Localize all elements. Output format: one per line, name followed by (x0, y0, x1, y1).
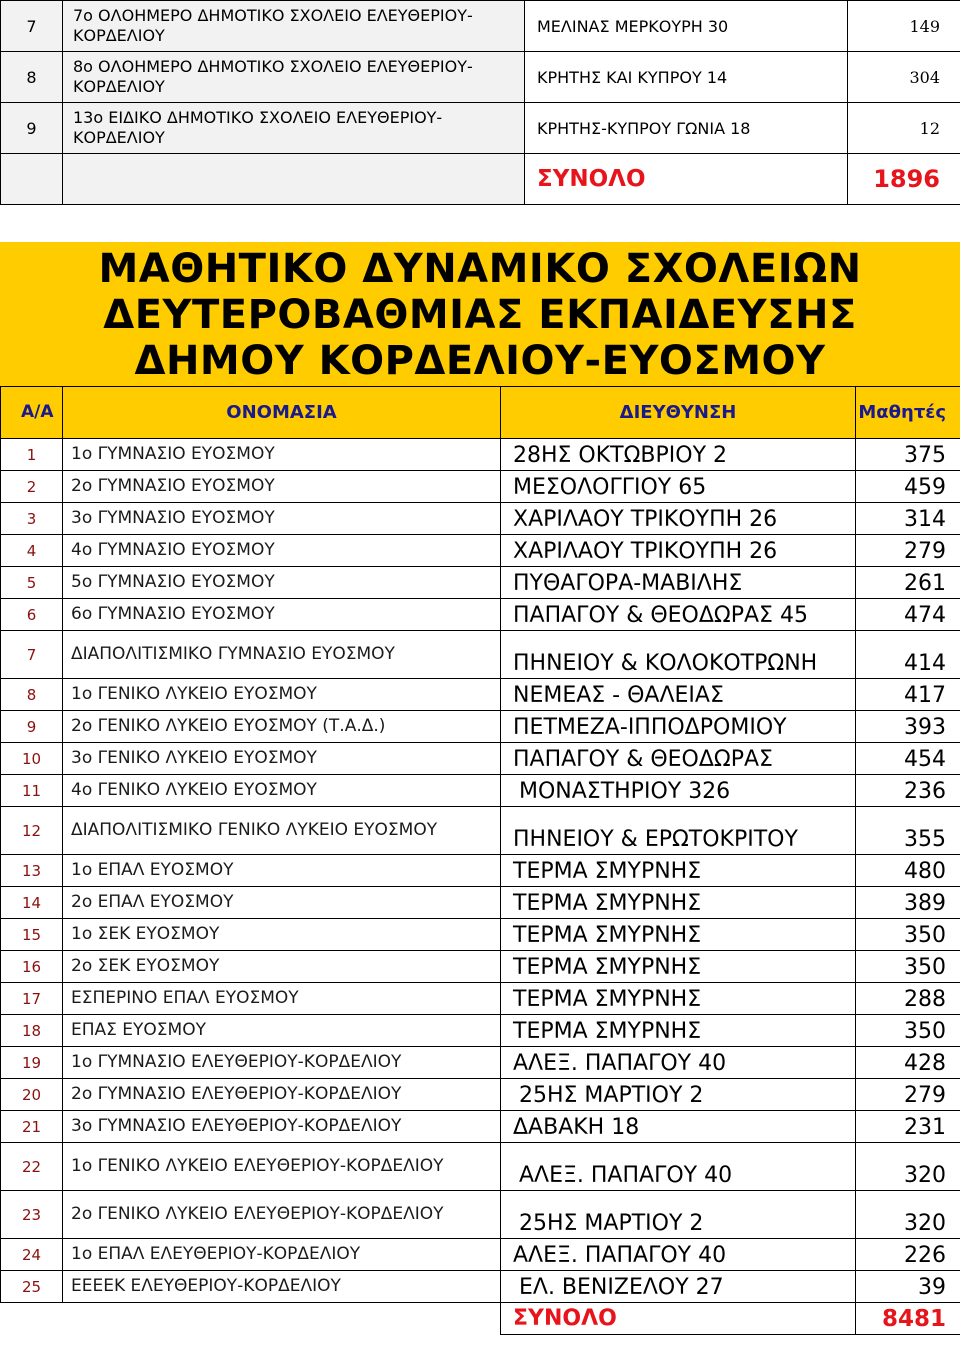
total-label: ΣΥΝΟΛΟ (501, 1303, 856, 1335)
row-number: 6 (1, 599, 63, 631)
table-row (1, 983, 960, 1015)
table-row (1, 743, 960, 775)
student-count: 350 (856, 951, 960, 983)
school-name: 5ο ΓΥΜΝΑΣΙΟ ΕΥΟΣΜΟΥ (63, 567, 501, 599)
school-name: ΕΕΕΕΚ ΕΛΕΥΘΕΡΙΟΥ-ΚΟΡΔΕΛΙΟΥ (63, 1271, 501, 1303)
blank-cell (63, 1303, 501, 1335)
primary-schools-continuation-table (0, 0, 960, 205)
row-number: 20 (1, 1079, 63, 1111)
total-value: 8481 (856, 1303, 960, 1335)
school-address: ΠΑΠΑΓΟΥ & ΘΕΟΔΩΡΑΣ (501, 743, 856, 775)
school-address: ΤΕΡΜΑ ΣΜΥΡΝΗΣ (501, 951, 856, 983)
school-name: 3ο ΓΥΜΝΑΣΙΟ ΕΛΕΥΘΕΡΙΟΥ-ΚΟΡΔΕΛΙΟΥ (63, 1111, 501, 1143)
school-name: ΕΠΑΣ ΕΥΟΣΜΟΥ (63, 1015, 501, 1047)
student-count: 417 (856, 679, 960, 711)
school-address: ΜΕΛΙΝΑΣ ΜΕΡΚΟΥΡΗ 30 (525, 1, 848, 52)
school-address: ΤΕΡΜΑ ΣΜΥΡΝΗΣ (501, 855, 856, 887)
table-row (1, 951, 960, 983)
school-address: ΠΥΘΑΓΟΡΑ-ΜΑΒΙΛΗΣ (501, 567, 856, 599)
table-row (1, 1015, 960, 1047)
table-row (1, 535, 960, 567)
school-address: ΧΑΡΙΛΑΟΥ ΤΡΙΚΟΥΠΗ 26 (501, 535, 856, 567)
school-name: 2ο ΓΥΜΝΑΣΙΟ ΕΛΕΥΘΕΡΙΟΥ-ΚΟΡΔΕΛΙΟΥ (63, 1079, 501, 1111)
school-name: 4ο ΓΕΝΙΚΟ ΛΥΚΕΙΟ ΕΥΟΣΜΟΥ (63, 775, 501, 807)
school-address: ΕΛ. ΒΕΝΙΖΕΛΟΥ 27 (501, 1271, 856, 1303)
student-count: 236 (856, 775, 960, 807)
header-aa: Α/Α (1, 387, 63, 439)
row-number: 14 (1, 887, 63, 919)
school-address: ΤΕΡΜΑ ΣΜΥΡΝΗΣ (501, 887, 856, 919)
student-count: 414 (856, 631, 960, 679)
table-row (1, 711, 960, 743)
student-count: 304 (848, 52, 960, 103)
student-count: 261 (856, 567, 960, 599)
school-name: 6ο ΓΥΜΝΑΣΙΟ ΕΥΟΣΜΟΥ (63, 599, 501, 631)
student-count: 389 (856, 887, 960, 919)
school-name: 2ο ΓΕΝΙΚΟ ΛΥΚΕΙΟ ΕΥΟΣΜΟΥ (Τ.Α.Δ.) (63, 711, 501, 743)
row-number: 4 (1, 535, 63, 567)
school-name: 1ο ΓΥΜΝΑΣΙΟ ΕΥΟΣΜΟΥ (63, 439, 501, 471)
table-row (1, 1143, 960, 1191)
school-name: ΔΙΑΠΟΛΙΤΙΣΜΙΚΟ ΓΕΝΙΚΟ ΛΥΚΕΙΟ ΕΥΟΣΜΟΥ (63, 807, 501, 855)
school-address: ΚΡΗΤΗΣ-ΚΥΠΡΟΥ ΓΩΝΙΑ 18 (525, 103, 848, 154)
header-address: ΔΙΕΥΘΥΝΣΗ (501, 387, 856, 439)
school-name: 2ο ΓΥΜΝΑΣΙΟ ΕΥΟΣΜΟΥ (63, 471, 501, 503)
school-name: 13ο ΕΙΔΙΚΟ ΔΗΜΟΤΙΚΟ ΣΧΟΛΕΙΟ ΕΛΕΥΘΕΡΙΟΥ-ΚΟΡΔΕΛΙΟΥ (63, 103, 525, 154)
student-count: 355 (856, 807, 960, 855)
student-count: 393 (856, 711, 960, 743)
table-header-row (1, 387, 960, 439)
table-row (1, 1191, 960, 1239)
table-row (1, 52, 960, 103)
table-row (1, 1111, 960, 1143)
table-row (1, 103, 960, 154)
table-row (1, 807, 960, 855)
row-number: 19 (1, 1047, 63, 1079)
row-number: 8 (1, 679, 63, 711)
school-name: 2ο ΣΕΚ ΕΥΟΣΜΟΥ (63, 951, 501, 983)
student-count: 39 (856, 1271, 960, 1303)
row-number: 9 (1, 711, 63, 743)
row-number: 2 (1, 471, 63, 503)
school-name: 1ο ΕΠΑΛ ΕΛΕΥΘΕΡΙΟΥ-ΚΟΡΔΕΛΙΟΥ (63, 1239, 501, 1271)
school-address: ΤΕΡΜΑ ΣΜΥΡΝΗΣ (501, 983, 856, 1015)
table-row (1, 471, 960, 503)
header-students: Μαθητές (856, 387, 960, 439)
student-count: 320 (856, 1143, 960, 1191)
table-row (1, 887, 960, 919)
student-count: 459 (856, 471, 960, 503)
school-address: 25ΗΣ ΜΑΡΤΙΟΥ 2 (501, 1191, 856, 1239)
blank-cell (1, 154, 63, 205)
blank-cell (63, 154, 525, 205)
student-count: 231 (856, 1111, 960, 1143)
school-address: ΧΑΡΙΛΑΟΥ ΤΡΙΚΟΥΠΗ 26 (501, 503, 856, 535)
student-count: 474 (856, 599, 960, 631)
title-line-1: ΜΑΘΗΤΙΚΟ ΔΥΝΑΜΙΚΟ ΣΧΟΛΕΙΩΝ (98, 246, 862, 292)
row-number: 13 (1, 855, 63, 887)
total-row (1, 154, 960, 205)
row-number: 16 (1, 951, 63, 983)
school-name: 3ο ΓΕΝΙΚΟ ΛΥΚΕΙΟ ΕΥΟΣΜΟΥ (63, 743, 501, 775)
school-address: ΠΕΤΜΕΖΑ-ΙΠΠΟΔΡΟΜΙΟΥ (501, 711, 856, 743)
school-address: ΜΕΣΟΛΟΓΓΙΟΥ 65 (501, 471, 856, 503)
student-count: 149 (848, 1, 960, 52)
total-label: ΣΥΝΟΛΟ (525, 154, 848, 205)
table-row (1, 439, 960, 471)
student-count: 279 (856, 1079, 960, 1111)
student-count: 375 (856, 439, 960, 471)
row-number: 18 (1, 1015, 63, 1047)
table-row (1, 679, 960, 711)
row-number: 24 (1, 1239, 63, 1271)
student-count: 288 (856, 983, 960, 1015)
school-address: ΤΕΡΜΑ ΣΜΥΡΝΗΣ (501, 919, 856, 951)
school-name: ΔΙΑΠΟΛΙΤΙΣΜΙΚΟ ΓΥΜΝΑΣΙΟ ΕΥΟΣΜΟΥ (63, 631, 501, 679)
school-address: ΝΕΜΕΑΣ - ΘΑΛΕΙΑΣ (501, 679, 856, 711)
school-name: 1ο ΓΥΜΝΑΣΙΟ ΕΛΕΥΘΕΡΙΟΥ-ΚΟΡΔΕΛΙΟΥ (63, 1047, 501, 1079)
school-name: 8ο ΟΛΟΗΜΕΡΟ ΔΗΜΟΤΙΚΟ ΣΧΟΛΕΙΟ ΕΛΕΥΘΕΡΙΟΥ-ΚΟΡΔΕΛΙΟΥ (63, 52, 525, 103)
page-title (0, 242, 960, 386)
secondary-schools-table (0, 386, 960, 1335)
table-row (1, 1079, 960, 1111)
row-number: 7 (1, 631, 63, 679)
table-row (1, 631, 960, 679)
school-name: 1ο ΓΕΝΙΚΟ ΛΥΚΕΙΟ ΕΛΕΥΘΕΡΙΟΥ-ΚΟΡΔΕΛΙΟΥ (63, 1143, 501, 1191)
row-number: 1 (1, 439, 63, 471)
school-address: ΠΗΝΕΙΟΥ & ΚΟΛΟΚΟΤΡΩΝΗ (501, 631, 856, 679)
school-name: ΕΣΠΕΡΙΝΟ ΕΠΑΛ ΕΥΟΣΜΟΥ (63, 983, 501, 1015)
table-row (1, 503, 960, 535)
school-address: ΜΟΝΑΣΤΗΡΙΟΥ 326 (501, 775, 856, 807)
header-name: ΟΝΟΜΑΣΙΑ (63, 387, 501, 439)
row-number: 12 (1, 807, 63, 855)
row-number: 3 (1, 503, 63, 535)
school-address: 25ΗΣ ΜΑΡΤΙΟΥ 2 (501, 1079, 856, 1111)
student-count: 226 (856, 1239, 960, 1271)
table-row (1, 599, 960, 631)
school-address: ΚΡΗΤΗΣ ΚΑΙ ΚΥΠΡΟΥ 14 (525, 52, 848, 103)
row-number: 7 (1, 1, 63, 52)
row-number: 17 (1, 983, 63, 1015)
title-line-2: ΔΕΥΤΕΡΟΒΑΘΜΙΑΣ ΕΚΠΑΙΔΕΥΣΗΣ (103, 292, 857, 338)
school-address: ΑΛΕΞ. ΠΑΠΑΓΟΥ 40 (501, 1047, 856, 1079)
school-name: 2ο ΓΕΝΙΚΟ ΛΥΚΕΙΟ ΕΛΕΥΘΕΡΙΟΥ-ΚΟΡΔΕΛΙΟΥ (63, 1191, 501, 1239)
school-name: 1ο ΕΠΑΛ ΕΥΟΣΜΟΥ (63, 855, 501, 887)
student-count: 350 (856, 1015, 960, 1047)
row-number: 23 (1, 1191, 63, 1239)
row-number: 15 (1, 919, 63, 951)
school-address: ΠΑΠΑΓΟΥ & ΘΕΟΔΩΡΑΣ 45 (501, 599, 856, 631)
title-line-3: ΔΗΜΟΥ ΚΟΡΔΕΛΙΟΥ-ΕΥΟΣΜΟΥ (134, 338, 826, 384)
school-name: 7ο ΟΛΟΗΜΕΡΟ ΔΗΜΟΤΙΚΟ ΣΧΟΛΕΙΟ ΕΛΕΥΘΕΡΙΟΥ-ΚΟΡΔΕΛΙΟΥ (63, 1, 525, 52)
school-name: 4ο ΓΥΜΝΑΣΙΟ ΕΥΟΣΜΟΥ (63, 535, 501, 567)
student-count: 12 (848, 103, 960, 154)
student-count: 279 (856, 535, 960, 567)
table-row (1, 1, 960, 52)
blank-cell (1, 1303, 63, 1335)
student-count: 480 (856, 855, 960, 887)
student-count: 350 (856, 919, 960, 951)
school-name: 2ο ΕΠΑΛ ΕΥΟΣΜΟΥ (63, 887, 501, 919)
school-address: ΤΕΡΜΑ ΣΜΥΡΝΗΣ (501, 1015, 856, 1047)
row-number: 22 (1, 1143, 63, 1191)
student-count: 428 (856, 1047, 960, 1079)
school-address: ΔΑΒΑΚΗ 18 (501, 1111, 856, 1143)
school-name: 1ο ΓΕΝΙΚΟ ΛΥΚΕΙΟ ΕΥΟΣΜΟΥ (63, 679, 501, 711)
row-number: 9 (1, 103, 63, 154)
row-number: 25 (1, 1271, 63, 1303)
student-count: 454 (856, 743, 960, 775)
table-row (1, 855, 960, 887)
table-row (1, 1239, 960, 1271)
total-value: 1896 (848, 154, 960, 205)
student-count: 314 (856, 503, 960, 535)
student-count: 320 (856, 1191, 960, 1239)
row-number: 5 (1, 567, 63, 599)
school-address: ΑΛΕΞ. ΠΑΠΑΓΟΥ 40 (501, 1239, 856, 1271)
school-name: 1ο ΣΕΚ ΕΥΟΣΜΟΥ (63, 919, 501, 951)
school-address: ΠΗΝΕΙΟΥ & ΕΡΩΤΟΚΡΙΤΟΥ (501, 807, 856, 855)
school-address: 28ΗΣ ΟΚΤΩΒΡΙΟΥ 2 (501, 439, 856, 471)
table-row (1, 1271, 960, 1303)
school-name: 3ο ΓΥΜΝΑΣΙΟ ΕΥΟΣΜΟΥ (63, 503, 501, 535)
table-row (1, 567, 960, 599)
row-number: 11 (1, 775, 63, 807)
table-row (1, 1047, 960, 1079)
row-number: 21 (1, 1111, 63, 1143)
row-number: 10 (1, 743, 63, 775)
table-row (1, 775, 960, 807)
row-number: 8 (1, 52, 63, 103)
total-row (1, 1303, 960, 1335)
school-address: ΑΛΕΞ. ΠΑΠΑΓΟΥ 40 (501, 1143, 856, 1191)
table-row (1, 919, 960, 951)
